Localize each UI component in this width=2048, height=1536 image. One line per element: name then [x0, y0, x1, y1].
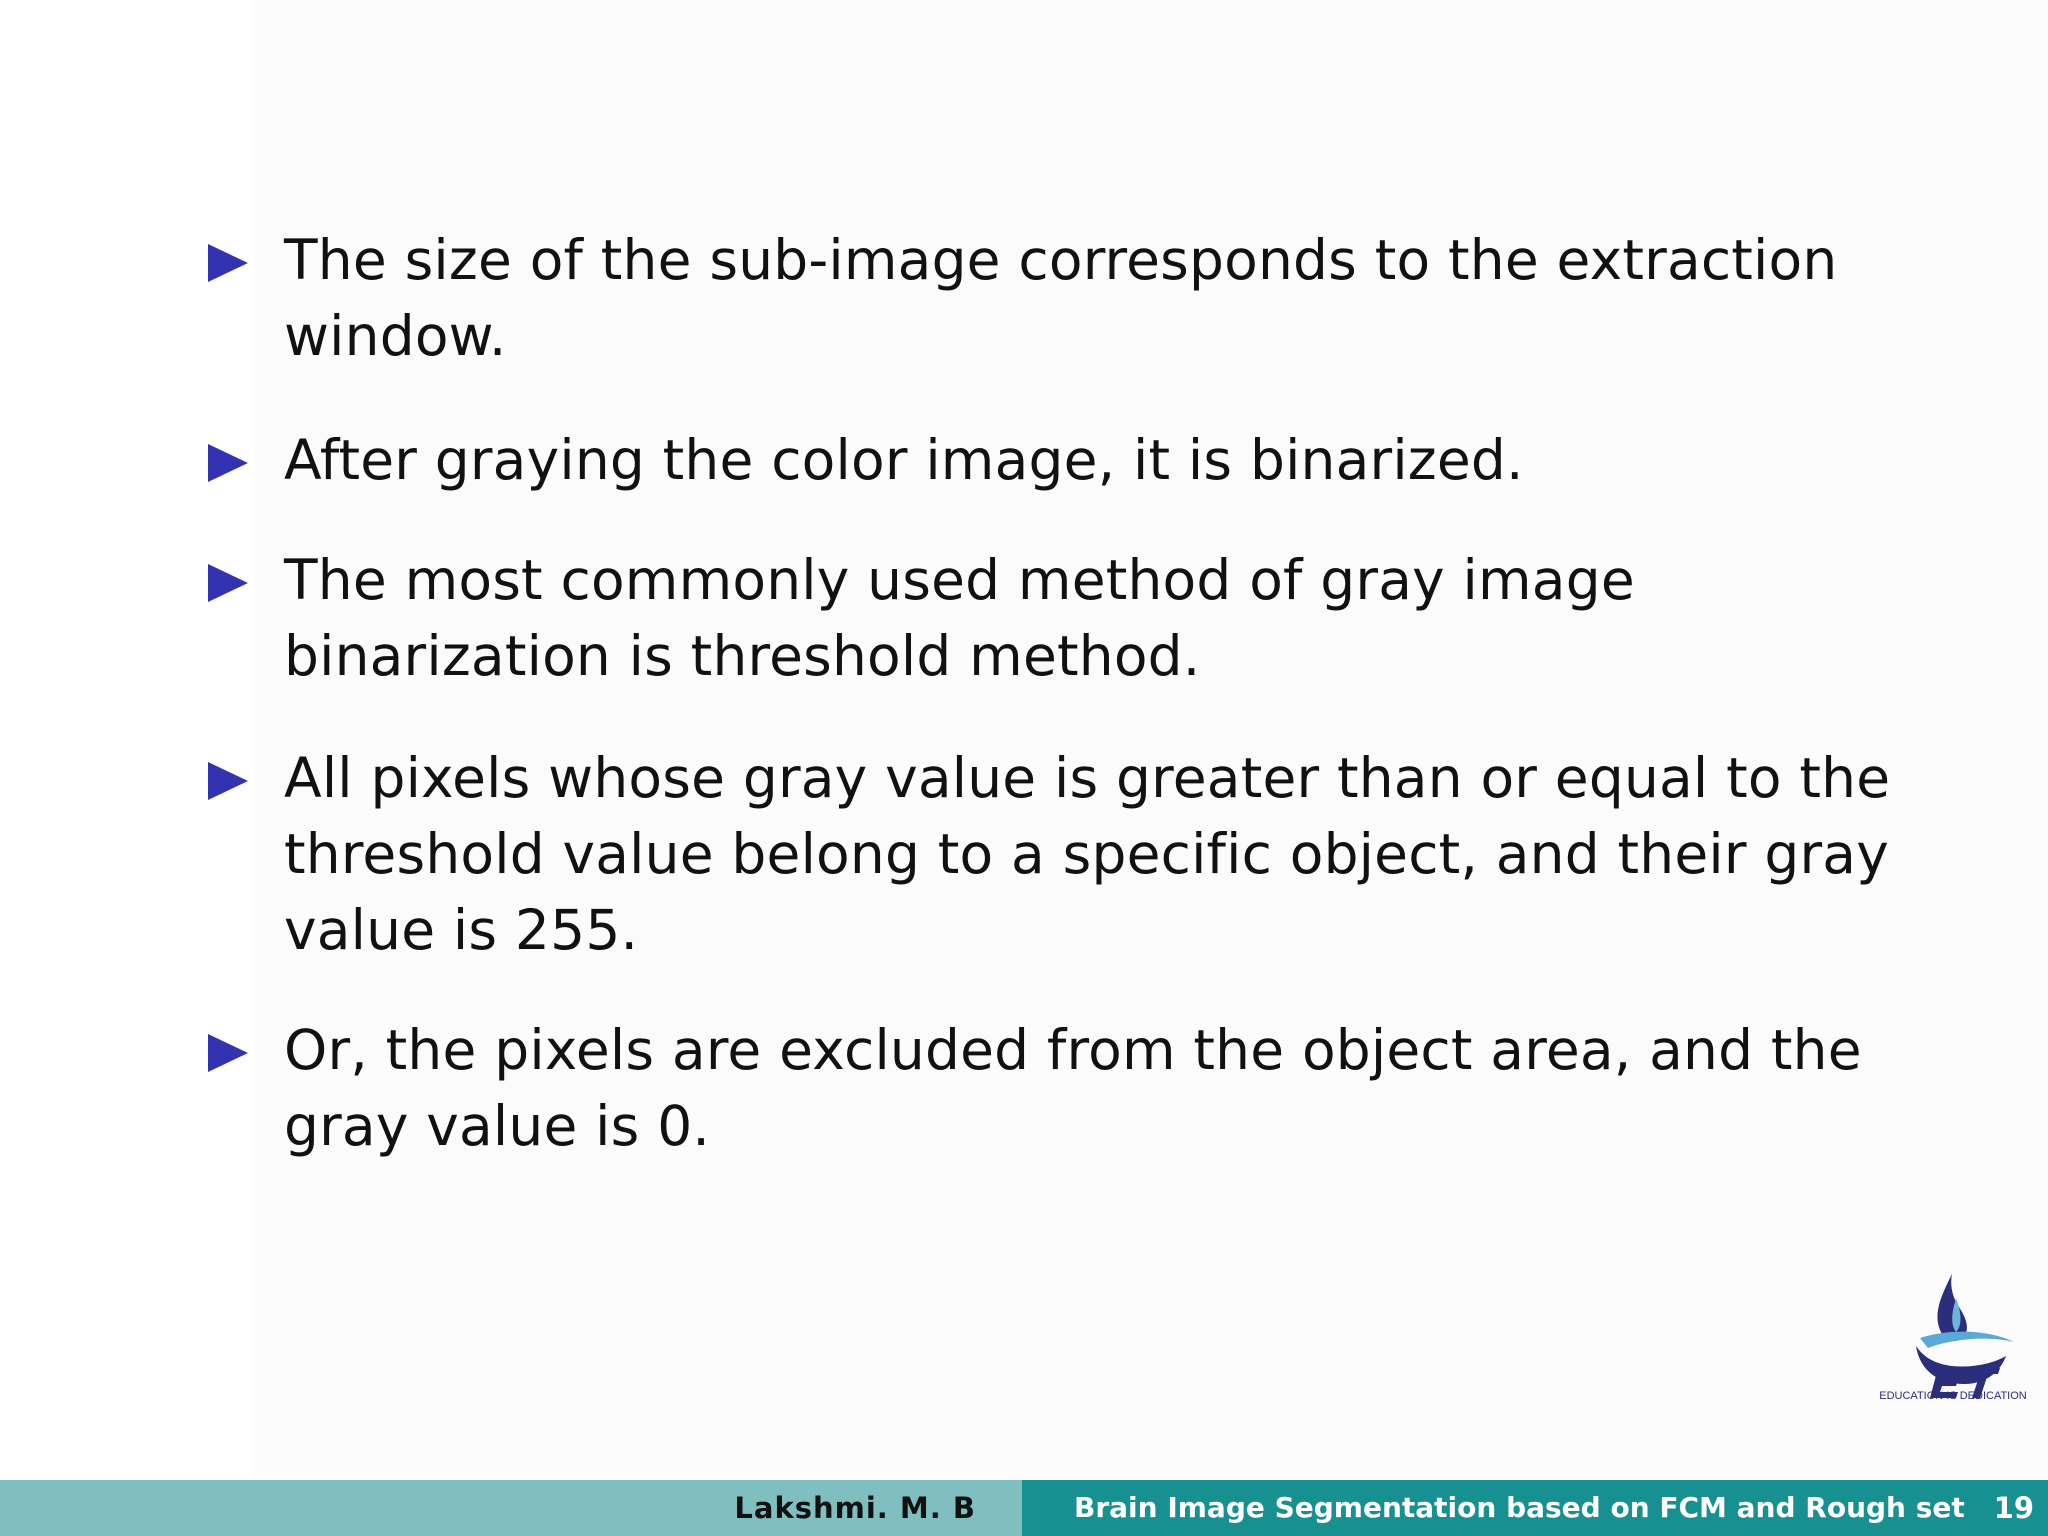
bullet-item: [208, 222, 1908, 374]
institution-logo-icon: [1880, 1268, 2030, 1408]
footer-author: Lakshmi. M. B: [734, 1491, 976, 1525]
bullet-item: [208, 740, 1908, 968]
bullet-text: The size of the sub-image corresponds to the extraction window.: [284, 228, 1838, 368]
bullet-item: [208, 1012, 1908, 1164]
bullet-text: All pixels whose gray value is greater than or equal to the threshold value belong to a specific object, and their gray value is 255.: [284, 746, 1891, 962]
bullet-list: [208, 222, 1908, 1212]
triangle-bullet-icon: [208, 1034, 248, 1072]
page-number: 19: [1993, 1491, 2034, 1525]
triangle-bullet-icon: [208, 244, 248, 282]
bullet-item: [208, 542, 1908, 694]
bullet-item: [208, 422, 1908, 498]
footer-title-panel: [1022, 1480, 2048, 1536]
footer-author-panel: [0, 1480, 1022, 1536]
bullet-text: After graying the color image, it is binarized.: [284, 428, 1524, 492]
triangle-bullet-icon: [208, 762, 248, 800]
triangle-bullet-icon: [208, 444, 248, 482]
bullet-text: The most commonly used method of gray image binarization is threshold method.: [284, 548, 1635, 688]
bullet-text: Or, the pixels are excluded from the object area, and the gray value is 0.: [284, 1018, 1862, 1158]
footer-title: Brain Image Segmentation based on FCM and Rough set: [1074, 1491, 1965, 1524]
slide-footer: [0, 1480, 2048, 1536]
triangle-bullet-icon: [208, 564, 248, 602]
logo-tagline: EDUCATION IS DEDICATION: [1879, 1390, 2027, 1402]
